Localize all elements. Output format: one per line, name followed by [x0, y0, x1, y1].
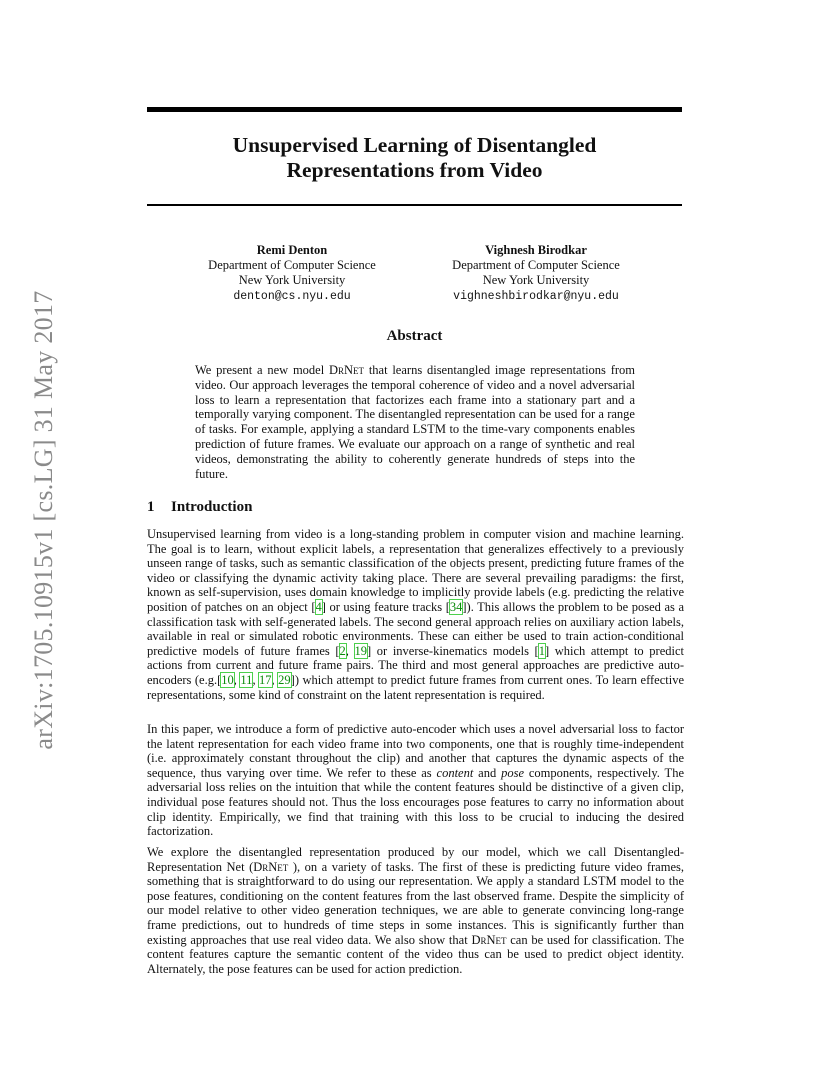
- emphasis-term: pose: [501, 765, 524, 780]
- citation-link[interactable]: 4: [315, 599, 322, 614]
- abstract-text: We present a new model DrNet that learns disentangled image representations from video. Our approach leverages the temporal coherence of video and a novel adversarial loss to learn a representation that factorizes each frame into a stationary part and a temporally varying component. The disentangled representation can be used for a range of tasks. For example, applying a standard LSTM to the time-vary components enables prediction of future frames. We evaluate our approach on a range of synthetic and real videos, demonstrating the ability to coherently generate hundreds of steps into the future.: [195, 363, 635, 481]
- author-name: Vighnesh Birodkar: [485, 243, 587, 257]
- title-bottom-rule: [147, 204, 682, 206]
- citation-link[interactable]: 10: [221, 672, 234, 687]
- author-email[interactable]: denton@cs.nyu.edu: [233, 289, 351, 303]
- section-title: Introduction: [171, 499, 253, 515]
- abstract-heading: Abstract: [386, 328, 443, 344]
- author-dept: Department of Computer Science: [452, 258, 620, 273]
- citation-link[interactable]: 2: [339, 643, 346, 658]
- citation-link[interactable]: 29: [278, 672, 291, 687]
- author-name: Remi Denton: [256, 243, 328, 257]
- model-name: DrNet: [253, 859, 289, 874]
- intro-paragraph-1: Unsupervised learning from video is a long-standing problem in computer vision and machine learning. The goal is to learn, without explicit labels, a representation that generalizes effectively to a previously unseen range of tasks, such as semantic classification of the objects present, predicting future frames of the video or classifying the dynamic activity taking place. There are several prevailing paradigms: the first, known as self-supervision, uses domain knowledge to implicitly provide labels (e.g. predicting the relative position of patches on an object [4] or using feature tracks [34]). This allows the problem to be posed as a classification task with self-generated labels. The second general approach relies on auxiliary action labels, available in real or simulated robotic environments. These can either be used to train action-conditional predictive models of future frames [2, 19] or inverse-kinematics models [1] which attempt to predict actions from current and future frame pairs. The third and most general approaches are predictive auto-encoders (e.g.[10, 11, 17, 29]) which attempt to predict future frames from current ones. To learn effective representations, some kind of constraint on the latent representation is required.: [147, 527, 685, 702]
- title-line-2: Representations from Video: [286, 158, 543, 182]
- title-line-1: Unsupervised Learning of Disentangled: [232, 133, 597, 157]
- arxiv-stamp: arXiv:1705.10915v1 [cs.LG] 31 May 2017: [29, 290, 58, 750]
- paper-title: [147, 133, 682, 183]
- model-name: DrNet: [328, 363, 365, 377]
- model-name: DrNet: [471, 932, 507, 947]
- author-email[interactable]: vighneshbirodkar@nyu.edu: [453, 289, 619, 303]
- author-block-1: [177, 243, 407, 304]
- intro-paragraph-3: We explore the disentangled representation produced by our model, which we call Disentangled-Representation Net (DrNet ), on a variety of tasks. The first of these is predicting future video frames, something that is straightforward to do using our representation. We apply a standard LSTM model to the pose features, conditioning on the content features from the last observed frame. Despite the simplicity of our model relative to other video generation techniques, we are able to generate convincing long-range frame predictions, out to hundreds of time steps in some instances. This is significantly further than existing approaches that use real video data. We also show that DrNet can be used for classification. The content features capture the semantic content of the video thus can be used to predict object identity. Alternately, the pose features can be used for action prediction.: [147, 845, 684, 976]
- citation-link[interactable]: 34: [449, 599, 463, 614]
- author-org: New York University: [238, 273, 346, 288]
- citation-link[interactable]: 17: [259, 672, 272, 687]
- section-number: 1: [147, 499, 155, 515]
- author-org: New York University: [482, 273, 590, 288]
- section-heading: [147, 499, 252, 516]
- citation-link[interactable]: 19: [354, 643, 368, 658]
- citation-link[interactable]: 11: [240, 672, 253, 687]
- citation-link[interactable]: 1: [538, 643, 545, 658]
- emphasis-term: content: [436, 765, 474, 780]
- intro-paragraph-2: In this paper, we introduce a form of predictive auto-encoder which uses a novel adversarial loss to factor the latent representation for each video frame into two components, one that is roughly time-independent (i.e. approximately constant throughout the clip) and another that captures the dynamic aspects of the sequence, thus varying over time. We refer to these as content and pose components, respectively. The adversarial loss relies on the intuition that while the content features should be distinctive of a given clip, individual pose features should not. Thus the loss encourages pose features to carry no information about clip identity. Empirically, we find that training with this loss to be crucial to inducing the desired factorization.: [147, 722, 684, 839]
- title-top-rule: [147, 107, 682, 112]
- author-block-2: [421, 243, 651, 304]
- author-dept: Department of Computer Science: [208, 258, 376, 273]
